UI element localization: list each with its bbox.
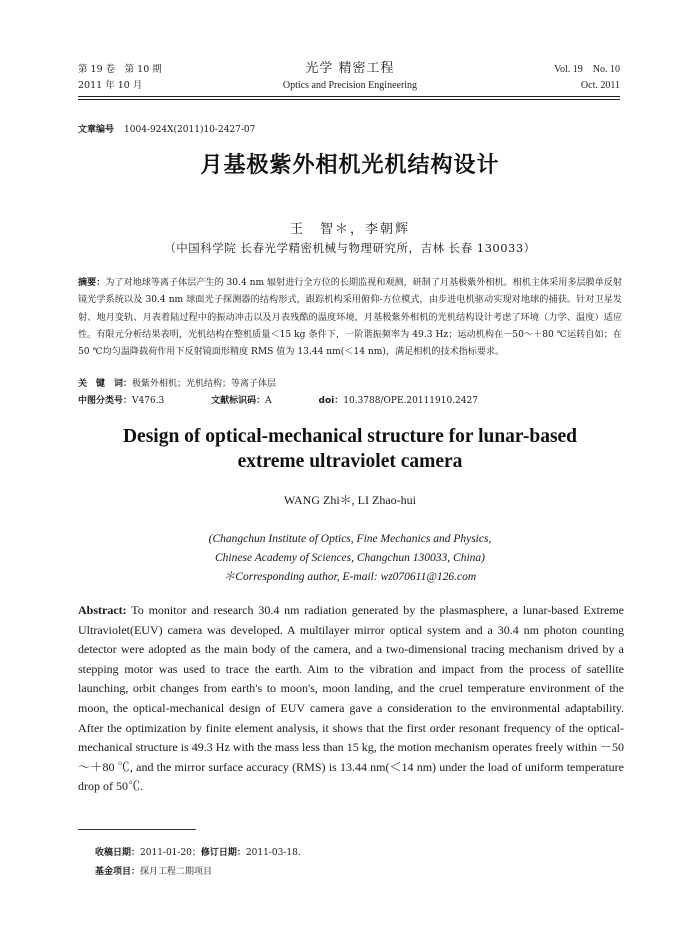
affiliation-en <box>60 530 640 587</box>
corresponding-author: ＊Corresponding author, E-mail: wz070611@126.com <box>223 571 477 583</box>
received-value: 2011-01-20； <box>140 848 201 858</box>
classification-line <box>78 393 522 406</box>
article-number <box>78 122 255 135</box>
abstract-en-label: Abstract: <box>78 603 127 617</box>
volume-issue-en: Vol. 19 No. 10 <box>554 64 620 75</box>
title-en-line-2: extreme ultraviolet camera <box>237 451 463 472</box>
clc-label: 中图分类号： <box>78 396 133 406</box>
affiliation-en-line-2: Chinese Academy of Sciences, Changchun 130033, China) <box>215 552 485 564</box>
clc-field <box>78 396 186 406</box>
doc-code-label: 文献标识码： <box>211 396 266 406</box>
doi-label: doi： <box>318 396 344 406</box>
header-rule-thick <box>78 96 620 97</box>
doc-code-field <box>211 396 294 406</box>
abstract-cn <box>78 275 622 361</box>
running-header-right <box>554 62 620 94</box>
article-number-label: 文章编号 <box>78 125 115 135</box>
running-header-left <box>78 62 162 94</box>
authors-en: WANG Zhi＊, LI Zhao-hui <box>284 493 416 507</box>
volume-issue-cn: 第 19 卷 第 10 期 <box>78 64 162 75</box>
clc-value: V476.3 <box>132 396 165 406</box>
authors-cn: 王 智＊，李朝辉 <box>289 222 410 237</box>
journal-name-en: Optics and Precision Engineering <box>282 80 418 91</box>
article-number-value: 1004-924X(2011)10-2427-07 <box>124 125 256 135</box>
fund-value: 探月工程二期项目 <box>140 867 213 877</box>
affiliation-en-line-1: (Changchun Institute of Optics, Fine Mechanics and Physics, <box>208 533 492 545</box>
keywords-cn <box>78 376 276 389</box>
revised-label: 修订日期： <box>200 848 246 858</box>
received-label: 收稿日期： <box>95 848 141 858</box>
date-cn: 2011 年 10 月 <box>78 80 143 91</box>
revised-value: 2011-03-18. <box>245 848 301 858</box>
doi-field <box>319 396 500 406</box>
abstract-cn-label: 摘要： <box>78 278 106 288</box>
doc-code-value: A <box>265 396 272 406</box>
date-en: Oct. 2011 <box>580 80 620 91</box>
title-cn: 月基极紫外相机光机结构设计 <box>200 153 500 178</box>
affiliation-cn: （中国科学院 长春光学精密机械与物理研究所，吉林 长春 130033） <box>164 241 536 255</box>
keywords-text: 极紫外相机；光机结构；等离子体层 <box>132 379 277 389</box>
abstract-en-text: To monitor and research 30.4 nm radiation generated by the plasmasphere, a lunar-based Extreme Ultraviolet(EUV) camera was developed. A multilayer mirror optical system and a 30.4 nm photon counting detector were adopted as the main body of the camera, and a two-dimensional tracing mechanism drived by a stepping motor was used to trace the earth. Aim to the vibration and impact from the process of satellite launching, orbit changes from earth's to moon's, moon landing, and the cruel temperature environment of the moon, the optical-mechanical design of EUV camera gave a consideration to the environmental adaptability. After the optimization by finite element analysis, it shows that the first order resonant frequency of the optical-mechanical structure is 49.3 Hz with the mass less than 15 kg, the motion mechanism operates freely within －50～＋80 ℃, and the mirror surface accuracy (RMS) is 13.44 nm(＜14 nm) under the load of uniform temperature drop of 50℃. <box>78 603 624 794</box>
footnote-dates <box>95 845 301 858</box>
journal-name-cn: 光学 精密工程 <box>305 61 395 76</box>
title-en <box>60 424 640 474</box>
header-rule-thin <box>78 99 620 100</box>
fund-label: 基金项目： <box>95 867 141 877</box>
keywords-label: 关 键 词： <box>78 379 133 389</box>
running-header-center <box>250 60 450 94</box>
footnote-fund <box>95 864 212 877</box>
abstract-en <box>78 601 624 797</box>
footnote-rule <box>78 829 196 830</box>
abstract-cn-text: 为了对地球等离子体层产生的 30.4 nm 辐射进行全方位的长期监视和观测，研制了月基极紫外相机。相机主体采用多层膜单反射镜光学系统以及 30.4 nm 球面光子探测器的结构形式，跟踪机构采用俯仰-方位模式，由步进电机驱动实现对地球的捕获。针对卫星发射、地月变轨、月表着陆过程中的振动冲击以及月表残酷的温度环境，月基极紫外相机的光机结构设计考虑了环境（力学、温度）适应性。有限元分析结果表明，光机结构在整机质量＜15 kg 条件下，一阶谐振频率为 49.3 Hz；运动机构在－50～＋80 ℃运转自如；在 50 ℃均匀温降载荷作用下反射镜面形精度 RMS 值为 13.44 nm(＜14 nm)，满足相机的技术指标要求。 <box>78 278 622 358</box>
title-en-line-1: Design of optical-mechanical structure for lunar-based <box>122 426 578 447</box>
doi-value: 10.3788/OPE.20111910.2427 <box>343 396 478 406</box>
